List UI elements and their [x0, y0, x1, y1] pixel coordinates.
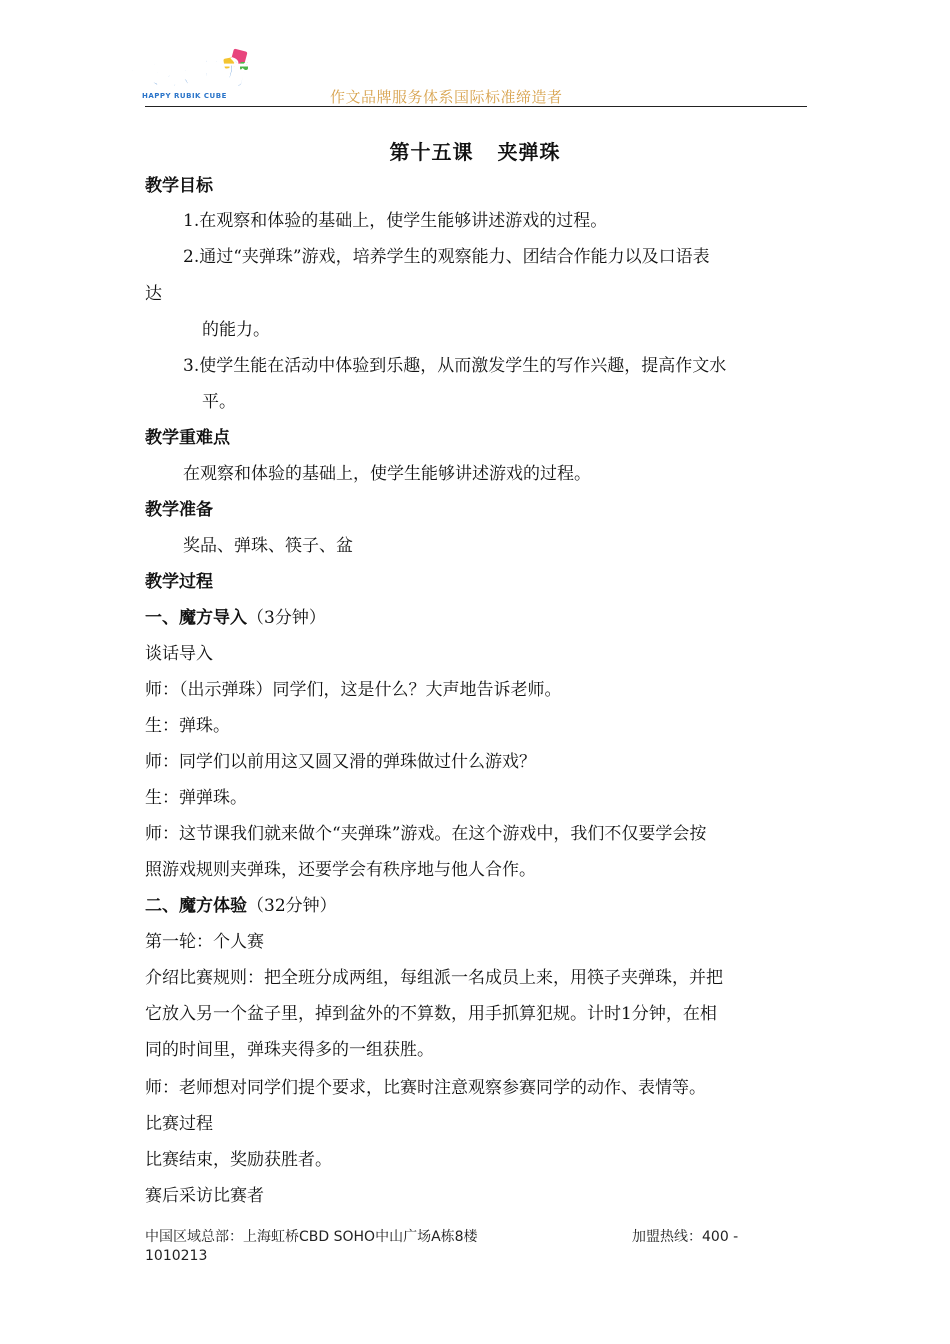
objective-3-line-2: 平。 [202, 392, 236, 412]
key-points-text: 在观察和体验的基础上，使学生能够讲述游戏的过程。 [183, 464, 591, 484]
process-heading: 教学过程 [145, 572, 213, 592]
dialogue-line-4: 生：弹弹珠。 [145, 788, 247, 808]
dialogue-line-5a: 师：这节课我们就来做个“夹弹珠”游戏。在这个游戏中，我们不仅要学会按 [145, 824, 707, 844]
preparation-heading: 教学准备 [145, 500, 213, 520]
match-process: 比赛过程 [145, 1114, 213, 1134]
part-2-label: 二、 [145, 896, 179, 916]
header-divider [145, 106, 807, 107]
brand-tagline: 作文品牌服务体系国际标准缔造者 [330, 88, 563, 106]
intro-text: 谈话导入 [145, 644, 213, 664]
part-1-label: 一、 [145, 608, 179, 628]
part-1-title: 魔方导入 [179, 608, 247, 628]
objective-2-line-3: 的能力。 [202, 320, 270, 340]
svg-text:快乐魔方: 快乐魔方 [130, 57, 250, 92]
rules-line-c: 同的时间里，弹珠夹得多的一组获胜。 [145, 1040, 434, 1060]
dialogue-line-3: 师：同学们以前用这又圆又滑的弹珠做过什么游戏？ [145, 752, 536, 772]
part-1-heading [145, 606, 326, 630]
round-1-text: 第一轮：个人赛 [145, 932, 264, 952]
footer-address: 中国区域总部：上海虹桥CBD SOHO中山广场A栋8楼 [145, 1229, 478, 1245]
objective-1: 1.在观察和体验的基础上，使学生能够讲述游戏的过程。 [183, 211, 608, 231]
part-1-time: （3分钟） [247, 608, 326, 628]
dialogue-line-5b: 照游戏规则夹弹珠，还要学会有秩序地与他人合作。 [145, 860, 536, 880]
footer-hotline-number: 1010213 [145, 1248, 208, 1264]
brand-logo [128, 46, 256, 104]
preparation-text: 奖品、弹珠、筷子、盆 [183, 536, 353, 556]
footer-hotline-label: 加盟热线：400 - [632, 1229, 739, 1245]
lesson-title [0, 136, 950, 165]
teacher-requirement: 师：老师想对同学们提个要求，比赛时注意观察参赛同学的动作、表情等。 [145, 1078, 706, 1098]
rules-line-b: 它放入另一个盆子里，掉到盆外的不算数，用手抓算犯规。计时1分钟，在相 [145, 1004, 717, 1024]
dialogue-line-1: 师：（出示弹珠）同学们，这是什么？大声地告诉老师。 [145, 680, 562, 700]
objectives-heading: 教学目标 [145, 176, 213, 196]
match-end: 比赛结束，奖励获胜者。 [145, 1150, 332, 1170]
objective-2-line-1: 2.通过“夹弹珠”游戏，培养学生的观察能力、团结合作能力以及口语表 [183, 247, 710, 267]
dialogue-line-2: 生：弹珠。 [145, 716, 230, 736]
objective-3-line-1: 3.使学生能在活动中体验到乐趣，从而激发学生的写作兴趣，提高作文水 [183, 356, 727, 376]
rules-line-a: 介绍比赛规则：把全班分成两组，每组派一名成员上来，用筷子夹弹珠，并把 [145, 968, 723, 988]
post-match-interview: 赛后采访比赛者 [145, 1186, 264, 1206]
part-2-time: （32分钟） [247, 896, 337, 916]
lesson-number: 第十五课 [389, 140, 474, 164]
lesson-name: 夹弹珠 [497, 140, 561, 164]
part-2-title: 魔方体验 [179, 896, 247, 916]
part-2-heading [145, 894, 337, 918]
svg-text:HAPPY RUBIK CUBE: HAPPY RUBIK CUBE [142, 92, 227, 100]
objective-2-line-2: 达 [145, 284, 162, 304]
key-points-heading: 教学重难点 [145, 428, 230, 448]
brand-logo-image [128, 46, 256, 104]
